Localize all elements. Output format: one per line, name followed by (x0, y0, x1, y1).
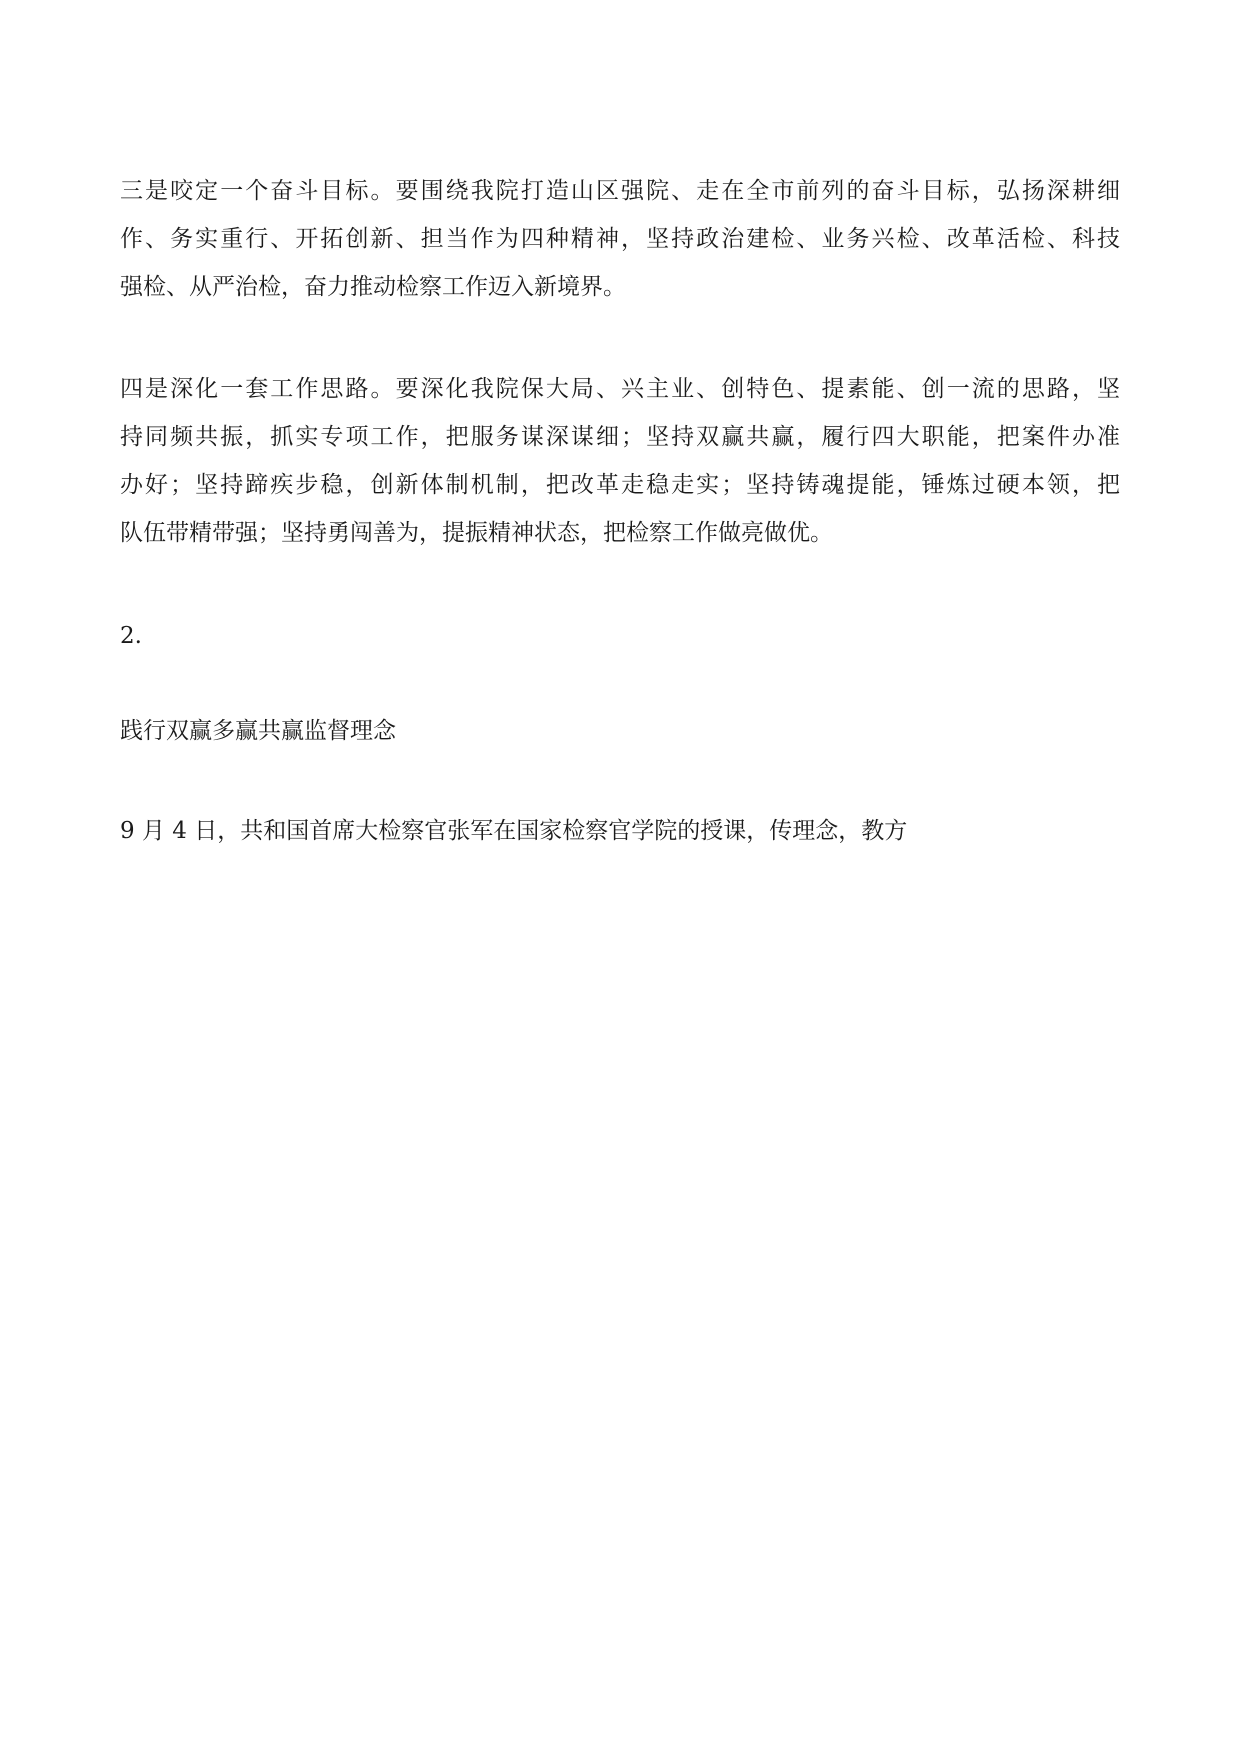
text-line: 9 月 4 日，共和国首席大检察官张军在国家检察官学院的授课，传理念，教方 (120, 818, 908, 844)
text-line: 三是咬定一个奋斗目标。要围绕我院打造山区强院、走在全市前列的奋斗目标，弘扬深耕细 (120, 178, 1120, 204)
text-line: 作、务实重行、开拓创新、担当作为四种精神，坚持政治建检、业务兴检、改革活检、科技 (120, 226, 1120, 252)
paragraph-intro (120, 807, 907, 855)
section-number (120, 612, 142, 660)
text-line: 四是深化一套工作思路。要深化我院保大局、兴主业、创特色、提素能、创一流的思路，坚 (120, 376, 1120, 402)
paragraph-approach (120, 365, 1120, 557)
text-line: 办好；坚持蹄疾步稳，创新体制机制，把改革走稳走实；坚持铸魂提能，锤炼过硬本领，把 (120, 472, 1120, 498)
text-line: 践行双赢多赢共赢监督理念 (120, 718, 396, 744)
paragraph-goal (120, 167, 1120, 311)
text-line: 队伍带精带强；坚持勇闯善为，提振精神状态，把检察工作做亮做优。 (120, 520, 833, 546)
text-line: 持同频共振，抓实专项工作，把服务谋深谋细；坚持双赢共赢，履行四大职能，把案件办准 (120, 424, 1120, 450)
text-line: 强检、从严治检，奋力推动检察工作迈入新境界。 (120, 274, 626, 300)
section-heading (120, 707, 396, 755)
text-line: 2. (120, 623, 142, 649)
